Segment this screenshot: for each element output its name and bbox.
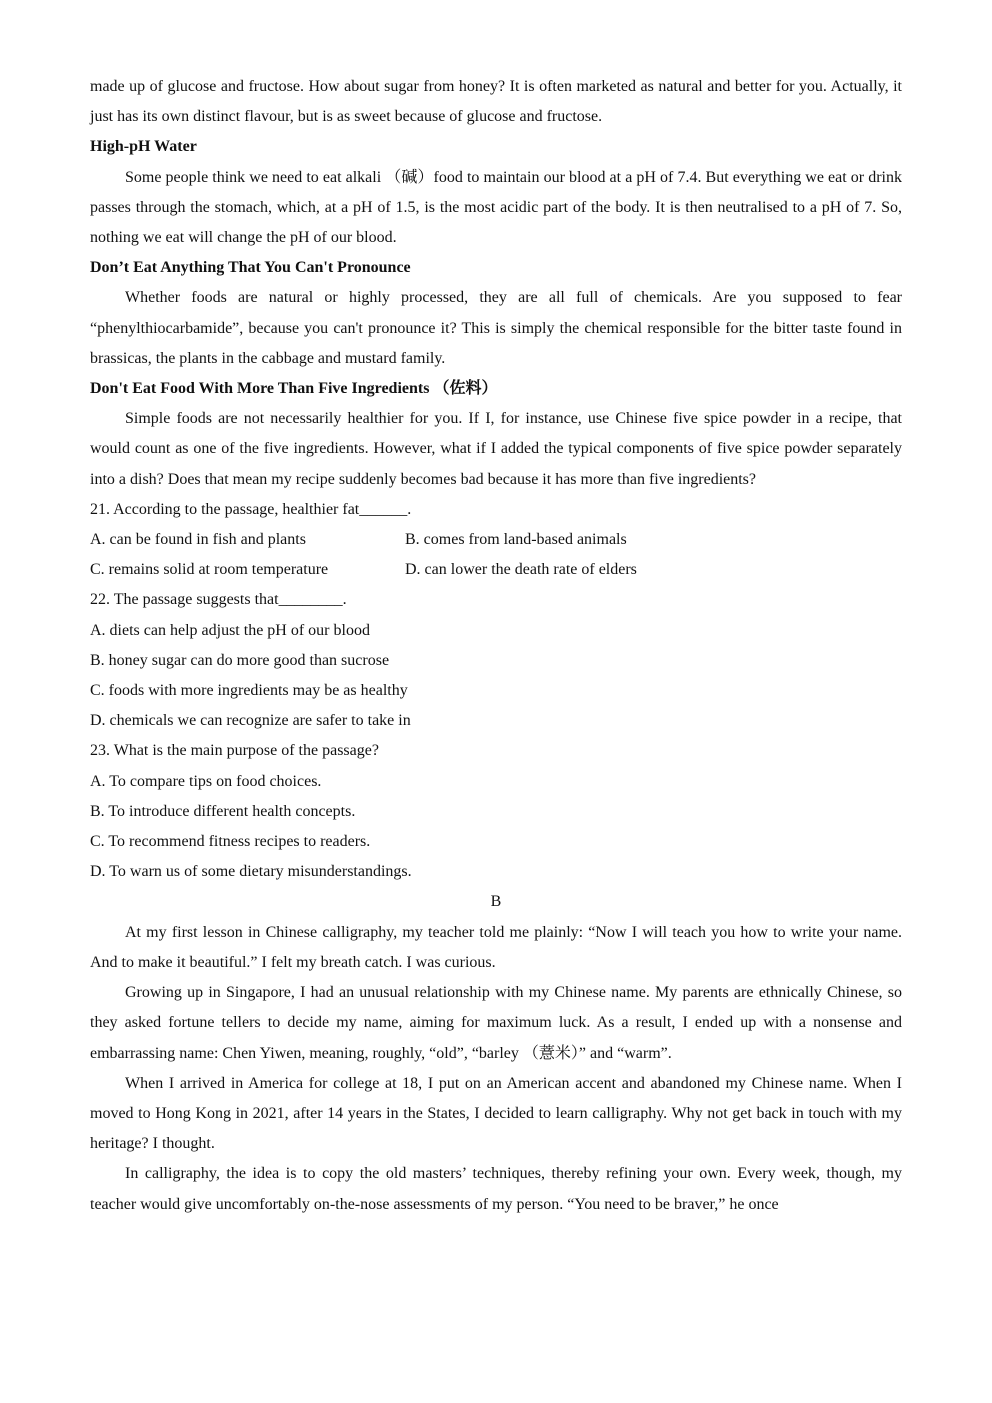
- question-23-option-c: C. To recommend fitness recipes to readers.: [90, 833, 371, 851]
- question-23-option-d: D. To warn us of some dietary misunderstandings.: [90, 863, 412, 881]
- passage-b-label: B: [490, 893, 502, 911]
- section-heading-ingredients: Don't Eat Food With More Than Five Ingredients （佐料）: [90, 380, 498, 398]
- question-21-options-row-1: [90, 525, 902, 555]
- section-body-ingredients: Simple foods are not necessarily healthier for you. If I, for instance, use Chinese five spice powder in a recipe, that would count as one of the five ingredients. However, what if I added the typical components of five spice powder separately into a dish? Does that mean my recipe suddenly becomes bad because it has more than five ingredients?: [90, 410, 902, 488]
- question-21-option-d: D. can lower the death rate of elders: [405, 561, 637, 579]
- section-body-high-ph: Some people think we need to eat alkali （碱）food to maintain our blood at a pH of 7.4. But everything we eat or drink passes through the stomach, which, at a pH of 1.5, is the most acidic part of the body. It is then neutralised to a pH of 7. So, nothing we eat will change the pH of our blood.: [90, 168, 902, 247]
- question-22-option-a: A. diets can help adjust the pH of our blood: [90, 621, 370, 639]
- question-23-stem: 23. What is the main purpose of the passage?: [90, 742, 379, 760]
- question-22-option-b: B. honey sugar can do more good than sucrose: [90, 651, 390, 669]
- section-heading-pronounce: Don’t Eat Anything That You Can't Pronounce: [90, 259, 411, 277]
- section-heading-high-ph: High-pH Water: [90, 138, 197, 156]
- passage-b-paragraph-4: In calligraphy, the idea is to copy the old masters’ techniques, thereby refining your own. Every week, though, my teacher would give uncomfortably on-the-nose assessments of my person. “You need to be braver,” he once: [90, 1165, 902, 1213]
- section-body-pronounce: Whether foods are natural or highly processed, they are all full of chemicals. Are you supposed to fear “phenylthiocarbamide”, because you can't pronounce it? This is simply the chemical responsible for the bitter taste found in brassicas, the plants in the cabbage and mustard family.: [90, 289, 902, 367]
- question-21-option-a: A. can be found in fish and plants: [90, 531, 306, 549]
- document-page: [90, 72, 902, 1220]
- question-22-option-c: C. foods with more ingredients may be as healthy: [90, 682, 408, 700]
- question-22-option-d: D. chemicals we can recognize are safer to take in: [90, 712, 411, 730]
- question-21-stem: 21. According to the passage, healthier fat______.: [90, 500, 412, 518]
- question-23-option-b: B. To introduce different health concepts.: [90, 802, 356, 820]
- question-21-option-c: C. remains solid at room temperature: [90, 561, 329, 579]
- question-23-option-a: A. To compare tips on food choices.: [90, 772, 322, 790]
- intro-paragraph: made up of glucose and fructose. How about sugar from honey? It is often marketed as natural and better for you. Actually, it just has its own distinct flavour, but is as sweet because of glucose and fructose.: [90, 78, 902, 126]
- passage-b-paragraph-2: Growing up in Singapore, I had an unusual relationship with my Chinese name. My parents are ethnically Chinese, so they asked fortune tellers to decide my name, aiming for maximum luck. As a result, I ended up with a nonsense and embarrassing name: Chen Yiwen, meaning, roughly, “old”, “barley （薏米）” and “warm”.: [90, 984, 902, 1062]
- passage-b-paragraph-3: When I arrived in America for college at 18, I put on an American accent and abandoned my Chinese name. When I moved to Hong Kong in 2021, after 14 years in the States, I decided to learn calligraphy. Why not get back in touch with my heritage? I thought.: [90, 1074, 902, 1153]
- question-21-options-row-2: [90, 555, 902, 585]
- question-22-stem: 22. The passage suggests that________.: [90, 591, 347, 609]
- question-21-option-b: B. comes from land-based animals: [405, 531, 627, 549]
- passage-b-paragraph-1: At my first lesson in Chinese calligraphy, my teacher told me plainly: “Now I will teach you how to write your name. And to make it beautiful.” I felt my breath catch. I was curious.: [90, 923, 902, 971]
